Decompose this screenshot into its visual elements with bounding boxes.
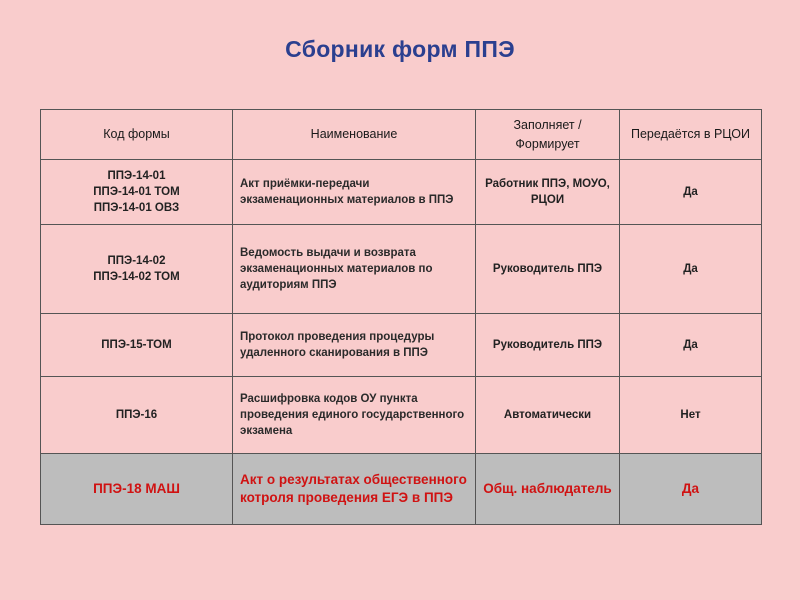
form-code-cell bbox=[41, 454, 233, 525]
form-transfer: Да bbox=[620, 314, 762, 377]
form-code: ППЭ-14-02 ТОМ bbox=[93, 271, 180, 283]
form-name: Ведомость выдачи и возврата экзаменационных материалов по аудиториям ППЭ bbox=[233, 225, 476, 314]
form-filler: Руководитель ППЭ bbox=[476, 314, 620, 377]
form-code-cell bbox=[41, 160, 233, 225]
form-code: ППЭ-14-01 ОВЗ bbox=[93, 202, 180, 215]
table-row bbox=[41, 160, 762, 225]
form-transfer: Да bbox=[620, 160, 762, 225]
form-name: Расшифровка кодов ОУ пункта проведения единого государственного экзамена bbox=[233, 377, 476, 454]
form-filler: Работник ППЭ, МОУО, РЦОИ bbox=[476, 160, 620, 225]
form-transfer: Нет bbox=[620, 377, 762, 454]
form-code: ППЭ-18 МАШ bbox=[93, 481, 180, 497]
form-transfer: Да bbox=[620, 225, 762, 314]
page-title: Сборник форм ППЭ bbox=[285, 36, 515, 62]
form-name: Акт о результатах общественного котроля проведения ЕГЭ в ППЭ bbox=[233, 454, 476, 525]
form-name: Протокол проведения процедуры удаленного сканирования в ППЭ bbox=[233, 314, 476, 377]
form-filler: Общ. наблюдатель bbox=[476, 454, 620, 525]
form-code: ППЭ-14-02 bbox=[107, 254, 166, 267]
form-transfer: Да bbox=[620, 454, 762, 525]
form-code: ППЭ-14-01 bbox=[107, 169, 166, 182]
form-code: ППЭ-15-ТОМ bbox=[101, 338, 172, 351]
form-code: ППЭ-16 bbox=[115, 408, 158, 421]
column-header-transfer: Передаётся в РЦОИ bbox=[620, 110, 762, 160]
form-code-cell bbox=[41, 314, 233, 377]
form-code-cell bbox=[41, 225, 233, 314]
form-filler: Автоматически bbox=[476, 377, 620, 454]
form-code: ППЭ-14-01 ТОМ bbox=[93, 185, 180, 198]
table-row bbox=[41, 314, 762, 377]
table-row-highlighted bbox=[41, 454, 762, 525]
form-name: Акт приёмки-передачи экзаменационных материалов в ППЭ bbox=[233, 160, 476, 225]
form-code-cell bbox=[41, 377, 233, 454]
forms-table bbox=[40, 109, 762, 525]
form-filler: Руководитель ППЭ bbox=[476, 225, 620, 314]
table-row bbox=[41, 377, 762, 454]
column-header-filler: Заполняет / Формирует bbox=[476, 110, 620, 160]
table-header-row bbox=[41, 110, 762, 160]
table-row bbox=[41, 225, 762, 314]
column-header-name: Наименование bbox=[233, 110, 476, 160]
column-header-code: Код формы bbox=[41, 110, 233, 160]
